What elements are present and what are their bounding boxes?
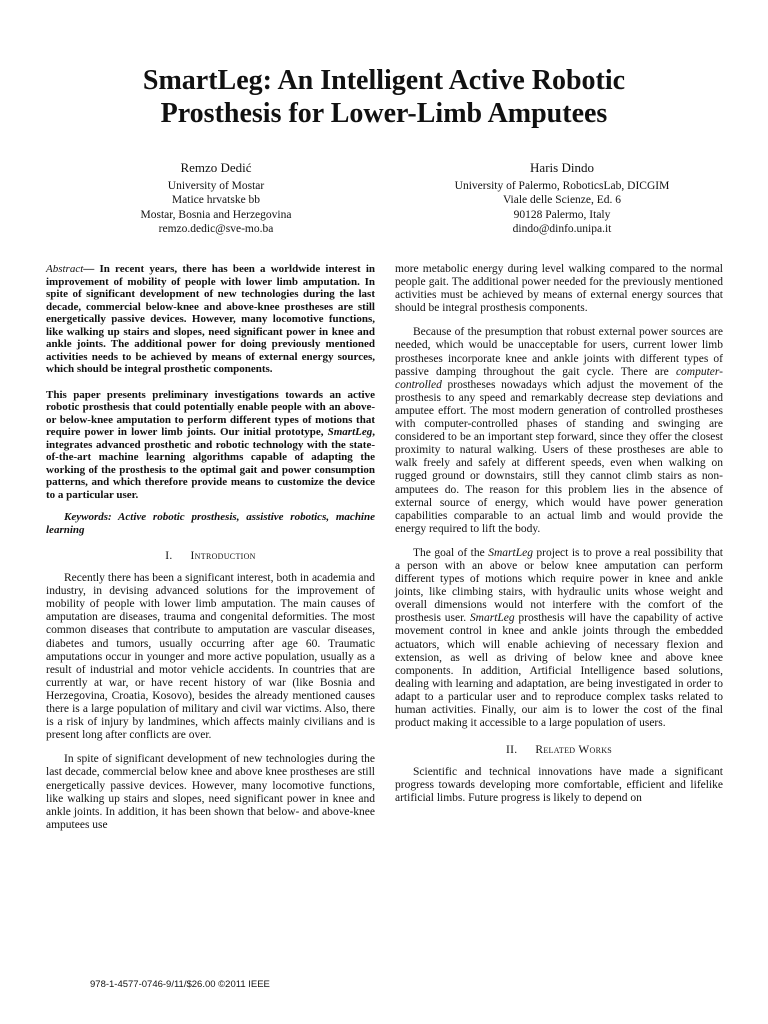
author-city: Mostar, Bosnia and Herzegovina	[140, 208, 292, 221]
right-paragraph-2	[395, 547, 723, 730]
abstract-text: In recent years, there has been a worldwide interest in improvement of mobility of people with lower limb amputation. In spite of significant development of new technologies during the last decade, commercial below-knee and above-knee prostheses are still energetically passive devices. However, many locomotive functions, like walking up stairs and slopes, need significant power in knee and ankle joints. The additional power for doing previously mentioned activities needs to be achieved by means of external energy sources, which should be integral prosthetic components.	[46, 263, 375, 375]
copyright-footer: 978-1-4577-0746-9/11/$26.00 ©2011 IEEE	[90, 979, 270, 990]
abstract-paragraph	[46, 263, 375, 376]
related-works-paragraph-1: Scientific and technical innovations have made a significant progress towards developing more comfortable, efficient and lifelike artificial limbs. Future progress is likely to depend on	[395, 766, 723, 805]
author-email: dindo@dinfo.unipa.it	[512, 223, 612, 236]
section-number: II.	[505, 744, 518, 757]
author-name: Remzo Dedić	[180, 160, 252, 175]
author-name: Haris Dindo	[530, 160, 594, 175]
author-affiliation: University of Palermo, RoboticsLab, DICGIM	[454, 179, 670, 192]
author-block-1	[86, 161, 346, 237]
p2-project-name-2: SmartLeg	[469, 612, 515, 625]
keywords-label: Keywords:	[64, 511, 112, 523]
left-column	[46, 263, 375, 843]
p2-text-b: project is to prove a real possibility that a person with an above or below knee amputation can perform different types of motions which require power in knee and ankle joints, like climbing stairs, with hydraulic units whose weight and overall dimensions would not interfere with the comfort of the prosthesis user.	[395, 546, 723, 625]
p1-text-b: prostheses nowadays which adjust the movement of the prosthesis to any speed and remarkably decrease step deviations and amputee effort. The most modern generation of controlled prostheses with computer-controlled phases of standing and swinging are considered to be an important step forward, since they offer the closest proximity to natural walking. Users of these prostheses are able to walk freely and safely at different speeds, even when walking on rugged ground or downstairs, still they cannot climb stairs as non-amputees do. The reason for this problem lies in the absence of external source of energy, which would have power generation capabilities comparable to an actual limb and would provide the energy required to lift the body.	[395, 378, 723, 535]
keywords-text: Active robotic prosthesis, assistive robotics, machine learning	[46, 511, 375, 536]
section-heading-introduction	[46, 550, 375, 563]
p2-text-a: The goal of the	[413, 546, 489, 559]
title-line-2: Prosthesis for Lower-Limb Amputees	[160, 98, 608, 129]
author-affiliation: University of Mostar	[167, 179, 265, 192]
section-title: Related Works	[535, 744, 613, 757]
author-email: remzo.dedic@sve-mo.ba	[158, 223, 274, 236]
abstract-label: Abstract	[46, 263, 84, 275]
section-title: Introduction	[190, 550, 256, 562]
author-address: Viale delle Scienze, Ed. 6	[502, 194, 622, 207]
p2-project-name-1: SmartLeg	[488, 546, 533, 559]
keywords-paragraph	[46, 511, 375, 536]
abstract-text-a: This paper presents preliminary investigations towards an active robotic prosthesis that could potentially enable people with an above- or below-knee amputation to perform different types of motions that require power in lower limb joints. Our initial prototype,	[46, 388, 375, 438]
right-column	[395, 263, 723, 817]
section-number: I.	[165, 550, 173, 562]
p2-text-c: prosthesis will have the capability of active movement control in knee and ankle joints through the embedded actuators, which will enable achieving of necessary flexion and extension, as well as driving of below knee and above knee components. In addition, Artificial Intelligence based solutions, dealing with learning and adaptation, are being investigated in order to adapt to a particular user and to reproduce complex tasks related to human activities. Finally, our aim is to lower the cost of the final product making it accessible to a large population of users.	[395, 612, 723, 730]
intro-paragraph-2: In spite of significant development of new technologies during the last decade, commercial below knee and above knee prostheses are still energetically passive devices. However, many locomotive functions, like walking up stairs and slopes, need significant power in knee and ankle joints. In addition, it has been shown that below- and above-knee amputees use	[46, 753, 375, 831]
section-heading-related-works	[395, 744, 723, 757]
author-address: Matice hrvatske bb	[171, 194, 261, 207]
abstract-paragraph-2	[46, 389, 375, 502]
author-block-2	[412, 161, 712, 237]
author-city: 90128 Palermo, Italy	[513, 208, 611, 221]
right-paragraph-0: more metabolic energy during level walking compared to the normal people gait. The additional power needed for the previously mentioned activities must be achieved by means of external energy sources that should be integral prosthesis components.	[395, 263, 723, 315]
p1-text-a: Because of the presumption that robust external power sources are needed, which would be unacceptable for users, current lower limb prostheses incorporate knee and ankle joints with different types of passive damping throughout the gait cycle. There are	[395, 326, 723, 378]
paper-title	[80, 64, 688, 130]
title-line-1: SmartLeg: An Intelligent Active Robotic	[142, 65, 626, 96]
abstract-project-name: SmartLeg	[327, 426, 373, 438]
right-paragraph-1	[395, 326, 723, 536]
p1-emphasis: computer-controlled	[395, 365, 723, 391]
abstract-text-b: , integrates advanced prosthetic and robotic technology with the state-of-the-art machine learning algorithms capable of adapting the working of the prosthesis to the optimal gait and power consumption patterns, and which therefore provide means to customize the device to a particular user.	[46, 426, 375, 501]
intro-paragraph-1: Recently there has been a significant interest, both in academia and industry, in devising advanced solutions for the improvement of mobility of people with lower limb amputation. The main causes of amputation are diseases, trauma and congenital deformities. The most common diseases that contribute to amputation are vascular diseases, diabetes and tumors, usually occurring after age 60. Traumatic amputations occur in younger and more active population, usually as a result of industrial and motor vehicle accidents. In countries that are currently at war, or have recent history of war (like Bosnia and Herzegovina, Croatia, Kosovo), besides the already mentioned causes there is a large population of military and civil war victims. Also, there is a risk of injury by landmines, which affects mainly civilians and is present long after conflicts are over.	[46, 572, 375, 742]
abstract-dash: —	[83, 263, 100, 275]
